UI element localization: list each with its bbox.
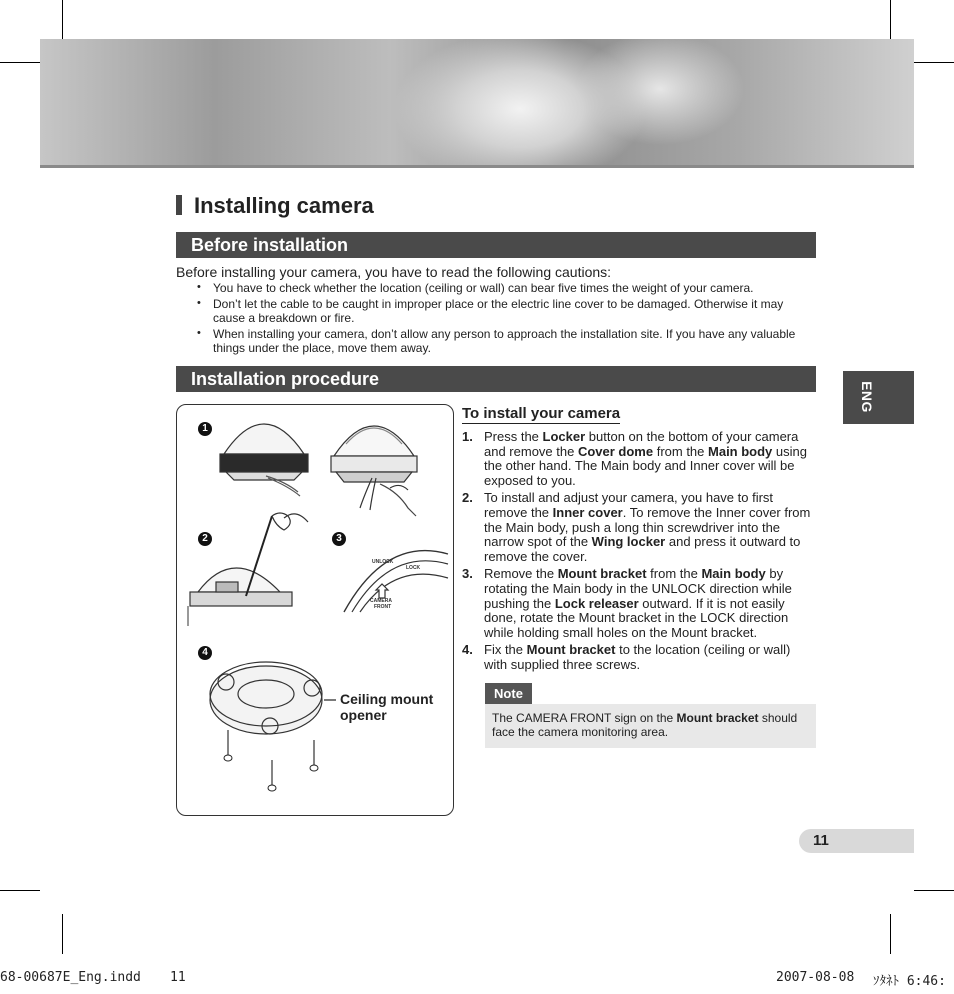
bold-term: Mount bracket	[676, 711, 759, 725]
bullet-icon: •	[197, 281, 201, 293]
crop-mark	[890, 914, 891, 954]
bold-term: Lock releaser	[554, 595, 639, 611]
bold-term: Main body	[708, 443, 773, 459]
crop-mark	[0, 62, 40, 63]
text-run: from the	[653, 443, 709, 459]
crop-mark	[914, 62, 954, 63]
step-text	[484, 566, 792, 639]
ring-lock-label: LOCK	[406, 565, 421, 571]
bold-term: Wing locker	[591, 534, 666, 550]
crop-mark	[62, 0, 63, 40]
install-step	[462, 430, 816, 488]
inner-cover-removal-illustration	[188, 513, 308, 626]
installation-illustrations	[176, 404, 454, 816]
text-run: Remove the	[484, 566, 558, 582]
text-run: To install and adjust your camera, you have to first remove the	[484, 490, 774, 520]
figure-number-badge: 4	[198, 646, 212, 660]
dome-camera-illustration	[220, 424, 308, 496]
bold-term: Main body	[701, 566, 766, 582]
text-run: and press it outward to remove the cover.	[484, 534, 801, 564]
bold-term: Cover dome	[577, 443, 654, 459]
install-step	[462, 491, 816, 564]
step-text	[484, 642, 790, 672]
page-title-text: Installing camera	[194, 193, 374, 218]
text-run: outward. If it is not easily done, rotate the Mount bracket in the LOCK direction while holding small holes on the Mount bracket.	[484, 595, 789, 640]
caution-text: When installing your camera, don’t allow any person to approach the installation site. If you have any valuable things under the place, move them away.	[213, 326, 796, 355]
language-tab-label: ENG	[858, 381, 875, 413]
caution-text: Don’t let the cable to be caught in improper place or the electric line cover to be damaged. Otherwise it may cause a breakdown or fire.	[213, 296, 784, 325]
mount-bracket-ring-illustration	[344, 551, 448, 612]
section-header-before-installation: Before installation	[176, 232, 816, 258]
note-text	[492, 711, 797, 739]
text-run: using the other hand. The Main body and Inner cover will be exposed to you.	[484, 443, 807, 488]
bold-term: Locker	[542, 429, 586, 444]
step-number: 1.	[462, 429, 473, 444]
ring-unlock-label: UNLOCK	[372, 559, 394, 565]
page-title	[176, 193, 374, 219]
step-text	[484, 429, 807, 488]
step-number: 2.	[462, 490, 473, 506]
ring-front-label: FRONT	[374, 604, 392, 610]
slug-time: ｿﾀﾈﾄ 6:46:	[873, 974, 946, 989]
note-label: Note	[485, 683, 532, 704]
bullet-icon: •	[197, 296, 201, 309]
title-marker	[176, 195, 182, 215]
caution-item	[197, 327, 817, 356]
crop-mark	[0, 890, 40, 891]
crop-mark	[890, 0, 891, 40]
text-run: Press the	[484, 429, 543, 444]
page-number: 11	[799, 829, 914, 853]
cover-removal-illustration	[331, 426, 417, 516]
text-run: from the	[646, 566, 702, 582]
slug-file-name: 68-00687E_Eng.indd	[0, 970, 141, 985]
language-tab	[843, 371, 914, 424]
bold-term: Mount bracket	[557, 566, 647, 582]
intro-text: Before installing your camera, you have to read the following cautions:	[176, 264, 612, 280]
bold-term: Mount bracket	[526, 642, 616, 658]
note-box	[485, 704, 816, 748]
bullet-icon: •	[197, 326, 201, 339]
crop-mark	[914, 890, 954, 891]
text-run: should face the camera monitoring area.	[492, 711, 798, 739]
steps-title: To install your camera	[462, 405, 621, 422]
install-step	[462, 643, 816, 672]
section-header-installation-procedure: Installation procedure	[176, 366, 816, 392]
screw-icon	[224, 755, 318, 791]
bold-term: Inner cover	[552, 504, 623, 520]
figure-number-badge: 1	[198, 422, 212, 436]
text-run: button on the bottom of your camera and remove the	[484, 429, 799, 459]
text-run: to the location (ceiling or wall) with supplied three screws.	[484, 642, 791, 672]
crop-mark	[62, 914, 63, 954]
slug-page: 11	[170, 970, 186, 985]
ceiling-mount-opener-callout: Ceiling mount opener	[340, 691, 434, 723]
text-run: Fix the	[484, 642, 527, 658]
caution-item	[197, 281, 817, 296]
step-text	[484, 490, 810, 563]
figure-number-badge: 3	[332, 532, 346, 546]
caution-text: You have to check whether the location (ceiling or wall) can bear five times the weight of your camera.	[213, 281, 754, 295]
step-number: 4.	[462, 642, 473, 658]
text-run: by rotating the Main body in the UNLOCK direction while pushing the	[484, 566, 792, 611]
slug-date: 2007-08-08	[776, 970, 855, 985]
caution-list	[197, 281, 817, 357]
header-banner-image	[40, 39, 914, 168]
text-run: The CAMERA FRONT sign on the	[492, 711, 677, 725]
install-steps-list	[462, 430, 816, 676]
caution-item	[197, 297, 817, 326]
ring-camera-label: CAMERA	[370, 598, 392, 604]
figure-number-badge: 2	[198, 532, 212, 546]
step-number: 3.	[462, 566, 473, 582]
install-step	[462, 567, 816, 640]
text-run: . To remove the Inner cover from the Main body, push a long thin screwdriver into the narrow spot of the	[484, 504, 811, 550]
